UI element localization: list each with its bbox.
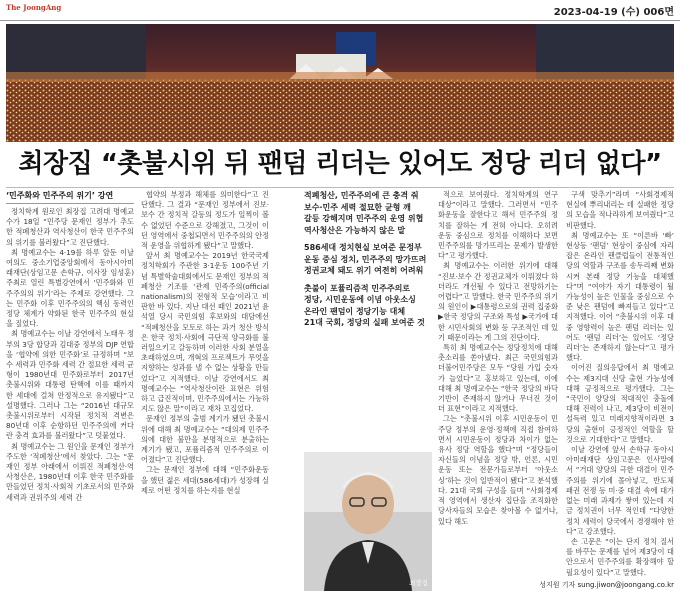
article-headline: 최장집 “촛불시위 뒤 팬덤 리더는 있어도 정당 리더 없다” — [18, 149, 662, 179]
subheading-line: 운동 중심 정치, 민주주의 망가뜨려 — [304, 254, 427, 264]
subheading-line: 촛불이 포퓰리즘적 민주주의로 — [304, 283, 411, 293]
protest-photo-graphic — [6, 24, 674, 142]
paragraph: 그는 문재인 정부에 대해 “민주화운동을 했던 젊은 세대(586세대)가 성장해 실제로 어떤 정치를 하는지를 현실 — [141, 465, 269, 495]
paragraph: 그는 “촛불시위 이후 시민운동이 민주당 정부의 운영·정책에 직접 참여하면서 시민운동이 정당과 차이가 없는 유사 정당 역할을 했다”며 “정당들이 자신들의 이념을 정당 밖, 언론, 시민운동 또는 전문가들로부터 ‘아웃소싱’하는 것이 일반적이 됐다”고 분석했다. 21대 국회 구성을 들며 “사회경제적 영역에서 생산자 집단을 조직화한 당사자들의 모습은 찾아볼 수 없거나, 있다 해도 — [438, 414, 558, 526]
paragraph: 적으로 보여줬다. 정치학계의 연구 대상”이라고 말했다. 그러면서 “민주화운동을 잘한다고 해서 민주주의 정치를 잘하는 게 전혀 아니다. 오히려 운동 중심으로 정치를 이해하다 보면 민주주의를 망가뜨리는 문제가 발생한다”고 평가했다. — [438, 190, 558, 261]
subheading-block-1 — [304, 190, 432, 236]
paragraph: 특히 최 명예교수는 정당정치에 대해 촛소리를 쏟아냈다. 최근 국민의힘과 더불어민주당은 모두 “당원 가입 숫자가 늘었다”고 홍보하고 있는데, 이에 대해 최 명예교수는 “한국 정당의 바닥 기반이 존재하지 않거나 무너진 것이 더 표현”이라고 지적했다. — [438, 343, 558, 414]
body-column-1 — [6, 190, 134, 590]
reporter-byline: 성지원 기자 sung.jiwon@joongang.co.kr — [539, 581, 674, 589]
subheading-line: 정당, 시민운동에 이념 아웃소싱 — [304, 295, 416, 304]
subheading-line: 보수·민주 세력 절묘한 균형 깨 — [304, 202, 411, 212]
headline-divider — [6, 187, 674, 188]
subheading-line: 온라인 팬덤이 정당기능 대체 — [304, 306, 406, 316]
subheading-line: 21대 국회, 정당의 실패 보여준 것 — [304, 318, 425, 327]
paragraph: 앞서 최 명예교수는 2019년 한국국제정치학회가 주관한 3·1운동 100주년 기념 특별학술대회에서도 문재인 정부의 적폐청산 기조를 ‘관제 민족주의(official nationalism)의 전형적 모습’이라고 비판한 바 있다. 지난 대선 때인 2021년 윤석열 당시 국민의힘 후보와의 대담에선 “적폐청산을 모토로 하는 과거 청산 방식은 한국 정치·사회에 극단적 양극화를 불러일으키고 갈등하며 이러한 사회 분열을 초래하였으며, 개혁의 프로젝트가 무엇을 지향하는 성과를 낼 수 없는 상황을 만들었다”고 지적했다. 이날 강연에서도 최 명예교수는 “역사청산이란 표현은 위험하고 급진적이며, 민주주의에서는 가능하지도 않은 말”이라고 재차 꼬집었다. — [141, 251, 269, 414]
article-kicker: ‘민주화와 민주주의 위기’ 강연 — [6, 190, 134, 204]
portrait-graphic — [304, 452, 432, 591]
subheading-line: 역사청산은 가능하지 않은 말 — [304, 225, 406, 235]
paragraph: 최 명예교수는 4·19를 하루 앞둔 이날 여의도 중소기업중앙회에서 동아시아미래재단(상임고문 손학규, 이사장 임성훈) 주최로 열린 특별강연에서 ‘민주화와 민주주의의 위기’라는 주제로 강연했다. 그는 민주화 이후 민주주의의 핵심 동력인 정당 체계가 약화된 한국 민주주의 현실을 짚었다. — [6, 247, 134, 329]
paragraph: 정치학계 원로인 최장집 고려대 명예교수가 18일 “민주당 문재인 정부가 추도한 적폐청산과 역사청산이 한국 민주주의의 위기를 불러왔다”고 진단했다. — [6, 207, 134, 247]
subheading-block-3 — [304, 283, 432, 329]
body-column-5 — [566, 190, 674, 576]
subheading-line: 정권교체 돼도 위기 여전히 어려워 — [304, 266, 424, 275]
paragraph: 문재인 정부의 출범 계기가 됐던 촛불시위에 대해 최 명예교수는 “대의제 민주주의에 대한 불만을 분명적으로 분출하는 계기가 됐고, 포퓰리즘적 민주주의로 이어졌다”고 진단했다. — [141, 414, 269, 465]
paragraph: 최 명예교수는 또 “이른바 ‘빠’ 현상등 ‘팬덤’ 현상이 중심에 자리 잡은 온라인 팬클럽들이 전통적인 당의 역할과 구조를 송두리째 변화시켜 본래 정당 기능을 대체했다”며 “여야가 자기 대통령이 될 가능성이 높은 인물을 중심으로 수준 낮은 팬덤에 빠져들고 있다”고 지적했다. 이어 “촛불시위 이후 대중 영향력이 높은 팬덤 리더는 있어도 ‘팬덤 리더’는 있어도 ‘정당 리더’는 존재하지 않는다”고 평가했다. — [566, 230, 674, 363]
paragraph: 이어진 질의응답에서 최 명예교수는 제3지대 신당 출현 가능성에 대해 긍정적으로 평가했다. 그는 “국민이 양당의 적대적인 충돌에 대해 진력이 나고, 제3당이 비전이 설득력 있고 미래지향적이라면 3당의 출현이 긍정적인 역할을 할 것으로 기대한다”고 말했다. — [566, 363, 674, 444]
date-page-number: 2023-04-19 (수) 006면 — [553, 7, 674, 18]
subheading-line: 적폐청산, 민주주의에 큰 충격 줘 — [304, 191, 419, 200]
paragraph: 협약의 부정과 해체를 의미한다”고 진단했다. 그 결과 “문재인 정부에서 진보·보수 간 정치적 갈등의 정도가 일찍이 볼 수 없었던 수준으로 강해졌고, 그것이 이던 영역에서 중첩되면서 민주주의의 안정적 운영을 위협하게 됐다”고 말했다. — [141, 190, 269, 251]
masthead — [0, 0, 680, 21]
paragraph: 구색 맞추기”라며 “사회경제적 현실에 뿌리내리는 데 실패한 정당의 모습을 적나라하게 보여줬다”고 비판했다. — [566, 190, 674, 230]
newspaper-logo: The JoongAng — [6, 3, 62, 12]
body-column-2 — [141, 190, 269, 590]
paragraph: 손 고문은 “이는 단지 정치 질서를 바꾸는 문제를 넘어 제3당이 대안으로서 민주주의를 확장해야 할 필요성이 있다”고 말했다. — [566, 536, 674, 576]
portrait-caption: 최장집 — [409, 579, 428, 587]
paragraph: 최 명예교수는 그 원인을 문재인 정부가 주도한 ‘적폐청산’에서 찾았다. 그는 “문재인 정부 아래에서 이뤄진 적폐청산·역사청산은, 1980년대 이후 한국 민주화를 만들었던 정치·사회적 기초로서의 민주화 세력과 권위주의 세력 간 — [6, 441, 134, 502]
paragraph: 이날 강연에 앞서 손학규 동아시아미래재단 상임고문은 인사말에서 “거대 양당의 극한 대결이 민주주의를 위기에 몰아넣고, 반도체 패권 전쟁 등 미·중 대결 속에 대가 없는 미래 과제가 쌓여 있는데 지금 정치권이 너무 적인데 “다양한 정치 세력이 당국에서 경쟁해야 한다”고 강조했다. — [566, 445, 674, 536]
candlelight-protest-photo — [6, 24, 674, 142]
body-column-4 — [438, 190, 558, 590]
subheading-line: 586세대 정치현실 보여준 문정부 — [304, 243, 422, 252]
portrait-photo — [304, 452, 432, 591]
paragraph: 최 명예교수는 이러한 위기에 대해 “진보·보수 간 정권교체가 이뤄졌다 하더라도 개선될 수 있다고 전망하기는 어렵다”고 말했다. 한국 민주주의 위기의 원인이 ▶대통령으로의 권력 집중화 ▶한국 정당의 구조와 특성 ▶국가에 대한 시민사회의 변화 등 구조적인 데 있기 때문이라는 게 그의 진단이다. — [438, 261, 558, 342]
subheading-line: 갈등 강해지며 민주주의 운영 위협 — [304, 214, 424, 223]
paragraph: 최 명예교수는 이날 강연에서 노태우 정부의 3당 합당과 김대중 정부의 DJP 연합을 ‘협약에 의한 민주화’로 규정하며 “보수 세력과 민주화 세력 간 절묘한 세력 균형이 1980년대 민주화로부터 2017년 촛불시위와 대통령 탄핵에 이를 때까지 한 세대에 걸쳐 안정적으로 유지됐다”고 설명했다. 그러나 그는 “2016년 대규모 촛불시위로부터 시작된 정치적 격변은 80년대 이후 순항하던 민주주의에 커다란 충격 효과를 불러왔다”고 덧붙였다. — [6, 329, 134, 441]
subheading-block-2 — [304, 242, 432, 277]
